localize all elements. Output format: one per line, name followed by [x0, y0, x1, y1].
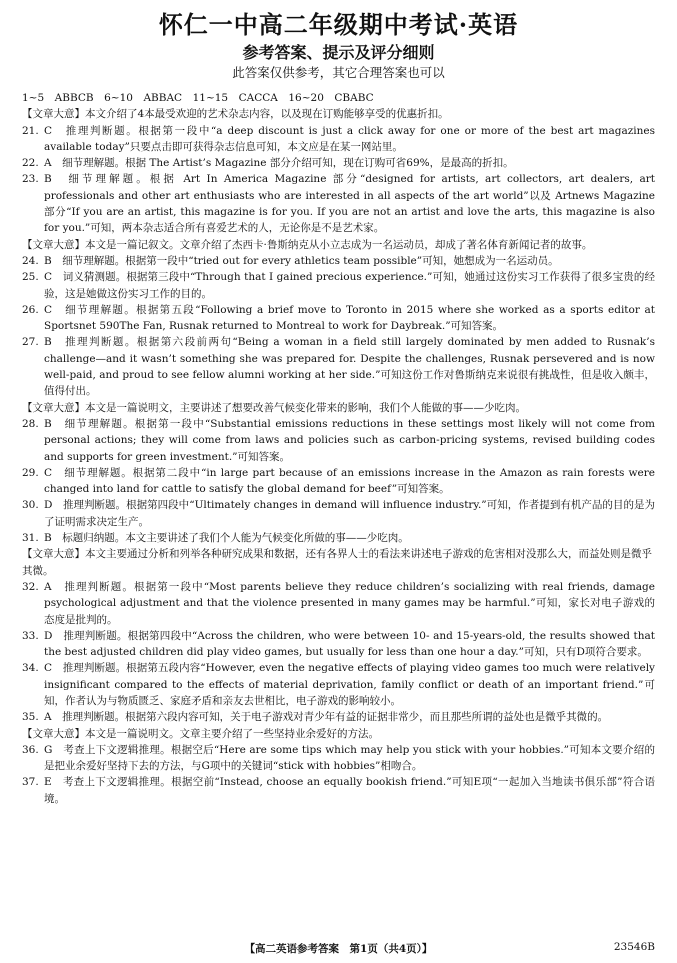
question-number: 31.	[22, 532, 39, 545]
answer-explanation: B 标题归纳题。本文主要讲述了我们个人能为气候变化所做的事——少吃肉。	[44, 532, 409, 545]
answer-list	[22, 106, 655, 807]
question-number: 28.	[22, 417, 39, 430]
answer-explanation: B 细节理解题。根据第一段中“Substantial emissions reductions in these settings most likely will not come from personal actions; they will come from laws and policies such as carbon-pricing systems, revised building codes and supports for green investment.”可知答案。	[44, 417, 655, 463]
answer-explanation: A 细节理解题。根据 The Artist’s Magazine 部分介绍可知，现在订购可省69%，是最高的折扣。	[44, 157, 514, 170]
answer-explanation: C 词义猜测题。根据第三段中“Through that I gained precious experience.”可知，她通过这份实习工作获得了很多宝贵的经验，这是她做这份实习工作的目的。	[44, 271, 655, 300]
question-number: 29.	[22, 466, 39, 479]
answer-item	[22, 269, 655, 302]
answer-item	[22, 253, 655, 269]
answer-explanation: B 细节理解题。根据 Art In America Magazine 部分“designed for artists, art collectors, art dealers, art professionals and other art enthusiasts who are interested in all aspects of the art world”以及 Artnews Magazine 部分“If you are an artist, this magazine is for you. If you are not an artist and love the arts, this magazine is also for you.”可知，两本杂志适合所有喜爱艺术的人，无论你是不是艺术家。	[44, 173, 655, 235]
question-number: 36.	[22, 743, 39, 756]
answer-explanation: C 细节理解题。根据第二段中“in large part because of an emissions increase in the Amazon as rain forests were changed into land for cattle to satisfy the global demand for beef”可知答案。	[44, 466, 655, 496]
answer-item	[22, 302, 655, 335]
question-number: 25.	[22, 271, 39, 284]
answer-item	[22, 416, 655, 465]
question-number: 26.	[22, 303, 39, 316]
footer-page-info: 【高二英语参考答案 第1页（共4页）】	[244, 943, 433, 955]
answer-item	[22, 465, 655, 498]
article-summary: 【文章大意】本文是一篇记叙文。文章介绍了杰西卡·鲁斯纳克从小立志成为一名运动员，却成了著名体育新闻记者的故事。	[22, 238, 593, 251]
question-number: 21.	[22, 124, 39, 137]
answer-explanation: C 推理判断题。根据第一段中“a deep discount is just a click away for one or more of the best art magazines available today”只要点击即可获得杂志信息可知，本文应是在某一网站里。	[44, 124, 655, 153]
answer-explanation: D 推理判断题。根据第四段中“Ultimately changes in demand will influence industry.”可知，作者提到有机产品的目的是为了证明需求决定生产。	[44, 499, 655, 528]
answer-item	[22, 742, 655, 775]
answer-explanation: A 推理判断题。根据第六段内容可知，关于电子游戏对青少年有益的证据非常少，而且那些所谓的益处也是微乎其微的。	[44, 711, 609, 724]
article-summary: 【文章大意】本文是一篇说明文。文章主要介绍了一些坚持业余爱好的方法。	[22, 727, 379, 740]
question-number: 22.	[22, 157, 39, 170]
question-number: 37.	[22, 776, 39, 789]
answer-item	[22, 530, 655, 546]
page-note: 此答案仅供参考，其它合理答案也可以	[232, 65, 445, 80]
answer-explanation: A 推理判断题。根据第一段中“Most parents believe they reduce children’s socializing with real friends, damage psychological adjustment and that the violence presented in many games may be harmful.”可知，家长对电子游戏的态度是批判的。	[44, 580, 655, 626]
answer-explanation: C 推理判断题。根据第五段内容“However, even the negative effects of playing video games too much were relatively insignificant compared to the effects of material deprivation, family conflict or death of an important friend.”可知，作者认为与物质匮乏、家庭矛盾和亲友去世相比，电子游戏的影响较小。	[44, 662, 655, 707]
question-number: 27.	[22, 336, 39, 349]
footer-code: 23546B	[613, 941, 655, 953]
answer-explanation: B 推理判断题。根据第六段前两句“Being a woman in a field still largely dominated by men added to Rusnak’s challenge—and it wasn’t something she was prepared for. Despite the challenges, Rusnak persevered and is now well-paid, and proud to see fellow alumni working at her side.”可知这份工作对鲁斯纳克来说很有挑战性，但是收入颇丰，值得付出。	[44, 336, 655, 398]
answer-explanation: E 考查上下文逻辑推理。根据空前“Instead, choose an equally bookish friend.”可知E项“一起加入当地读书俱乐部”符合语境。	[44, 776, 655, 805]
answer-explanation: B 细节理解题。根据第一段中“tried out for every athletics team possible”可知，她想成为一名运动员。	[44, 254, 559, 267]
answer-item	[22, 171, 655, 236]
answer-item	[22, 774, 655, 807]
question-number: 30.	[22, 499, 39, 512]
answer-content	[22, 90, 655, 807]
answer-explanation: C 细节理解题。根据第五段“Following a brief move to Toronto in 2015 where she worked as a sports editor at Sportsnet 590The Fan, Rusnak returned to Montreal to work for Daybreak.”可知答案。	[44, 303, 655, 333]
question-number: 32.	[22, 580, 39, 593]
page-subtitle: 参考答案、提示及评分细则	[242, 43, 435, 62]
answer-item	[22, 123, 655, 156]
answer-item	[22, 579, 655, 628]
question-number: 35.	[22, 711, 39, 724]
answer-item	[22, 660, 655, 709]
objective-answers-line: 1~5 ABBCB 6~10 ABBAC 11~15 CACCA 16~20 CBABC	[22, 92, 374, 104]
answer-explanation: G 考查上下文逻辑推理。根据空后“Here are some tips which may help you stick with your hobbies.”可知本文要介绍的是把业余爱好坚持下去的方法，与G项中的关键词“stick with hobbies”相吻合。	[44, 743, 655, 773]
question-number: 23.	[22, 173, 39, 186]
answer-item	[22, 334, 655, 399]
answer-item	[22, 628, 655, 661]
answer-explanation: D 推理判断题。根据第四段中“Across the children, who were between 10- and 15-years-old, the results showed that the best adjusted children did play video games, but usually for less than one hour a day.”可知，只有D项符合要求。	[44, 629, 655, 659]
page-footer	[22, 941, 655, 957]
answer-item	[22, 709, 655, 725]
question-number: 33.	[22, 629, 39, 642]
question-number: 34.	[22, 662, 39, 675]
answer-item	[22, 497, 655, 530]
article-summary: 【文章大意】本文主要通过分析和列举各种研究成果和数据，还有各界人士的看法来讲述电子游戏的危害相对没那么大，而益处则是微乎其微。	[22, 548, 652, 577]
article-summary: 【文章大意】本文是一篇说明文，主要讲述了想要改善气候变化带来的影响，我们个人能做的事——少吃肉。	[22, 401, 526, 414]
question-number: 24.	[22, 254, 39, 267]
answer-item	[22, 155, 655, 171]
page-title: 怀仁一中高二年级期中考试·英语	[158, 10, 519, 39]
article-summary: 【文章大意】本文介绍了4本最受欢迎的艺术杂志内容，以及现在订购能够享受的优惠折扣。	[22, 108, 449, 121]
